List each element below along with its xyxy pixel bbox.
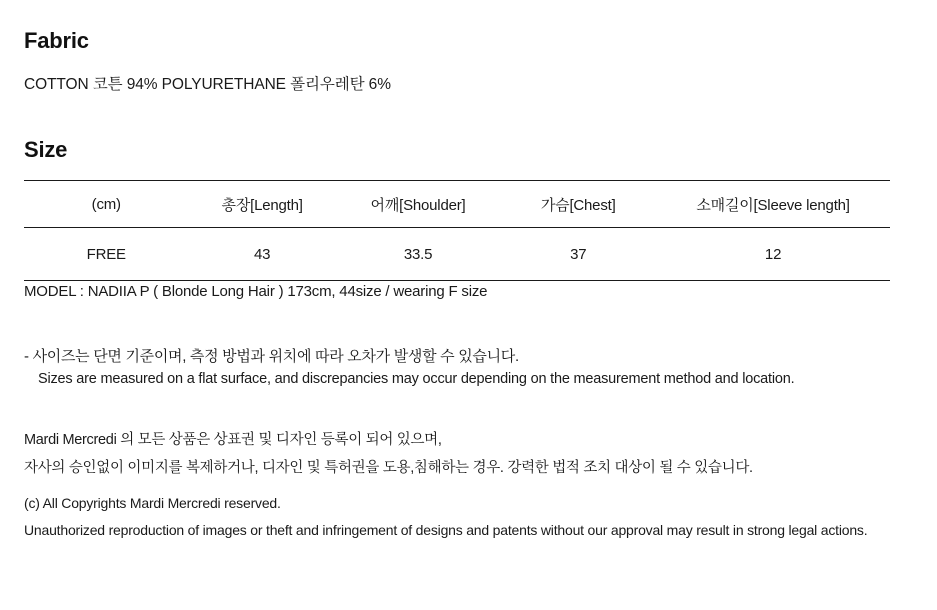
size-table-body <box>24 228 890 281</box>
column-header-shoulder: 어깨[Shoulder] <box>370 196 466 214</box>
copyright-ko-line-2: 자사의 승인없이 이미지를 복제하거나, 디자인 및 특허권을 도용,침해하는 경우. 강력한 법적 조치 대상이 될 수 있습니다. <box>24 460 753 477</box>
table-row <box>24 228 890 281</box>
cell-chest: 37 <box>570 245 587 263</box>
measurement-note-ko: - 사이즈는 단면 기준이며, 측정 방법과 위치에 따라 오차가 발생할 수 있습니다. <box>24 348 519 365</box>
size-table-container <box>24 180 890 281</box>
fabric-heading: Fabric <box>24 28 89 53</box>
cell-length: 43 <box>253 245 271 263</box>
cell-size-name: FREE <box>86 245 126 263</box>
copyright-notice-en <box>24 490 914 543</box>
size-table <box>24 180 890 281</box>
measurement-notes <box>24 345 914 391</box>
table-header-row <box>24 181 890 228</box>
model-info-text: MODEL : NADIIA P ( Blonde Long Hair ) 173cm, 44size / wearing F size <box>24 283 488 300</box>
copyright-en-line-2: Unauthorized reproduction of images or theft and infringement of designs and patents without our approval may result in strong legal actions. <box>24 521 868 538</box>
column-header-unit: (cm) <box>91 195 121 213</box>
cell-sleeve-length: 12 <box>764 245 782 263</box>
column-header-sleeve-length: 소매길이[Sleeve length] <box>696 196 850 214</box>
measurement-note-en: Sizes are measured on a flat surface, and discrepancies may occur depending on the measurement method and location. <box>38 371 795 388</box>
column-header-chest: 가슴[Chest] <box>540 196 616 214</box>
size-heading: Size <box>24 137 68 162</box>
copyright-en-line-1: (c) All Copyrights Mardi Mercredi reserved. <box>24 495 281 511</box>
fabric-composition-text: COTTON 코튼 94% POLYURETHANE 폴리우레탄 6% <box>24 76 391 93</box>
column-header-length: 총장[Length] <box>221 196 303 214</box>
cell-shoulder: 33.5 <box>403 245 433 263</box>
size-table-head <box>24 181 890 228</box>
copyright-notice-ko <box>24 426 914 483</box>
copyright-ko-line-1: Mardi Mercredi 의 모든 상품은 상표권 및 디자인 등록이 되어 있으며, <box>24 432 442 448</box>
